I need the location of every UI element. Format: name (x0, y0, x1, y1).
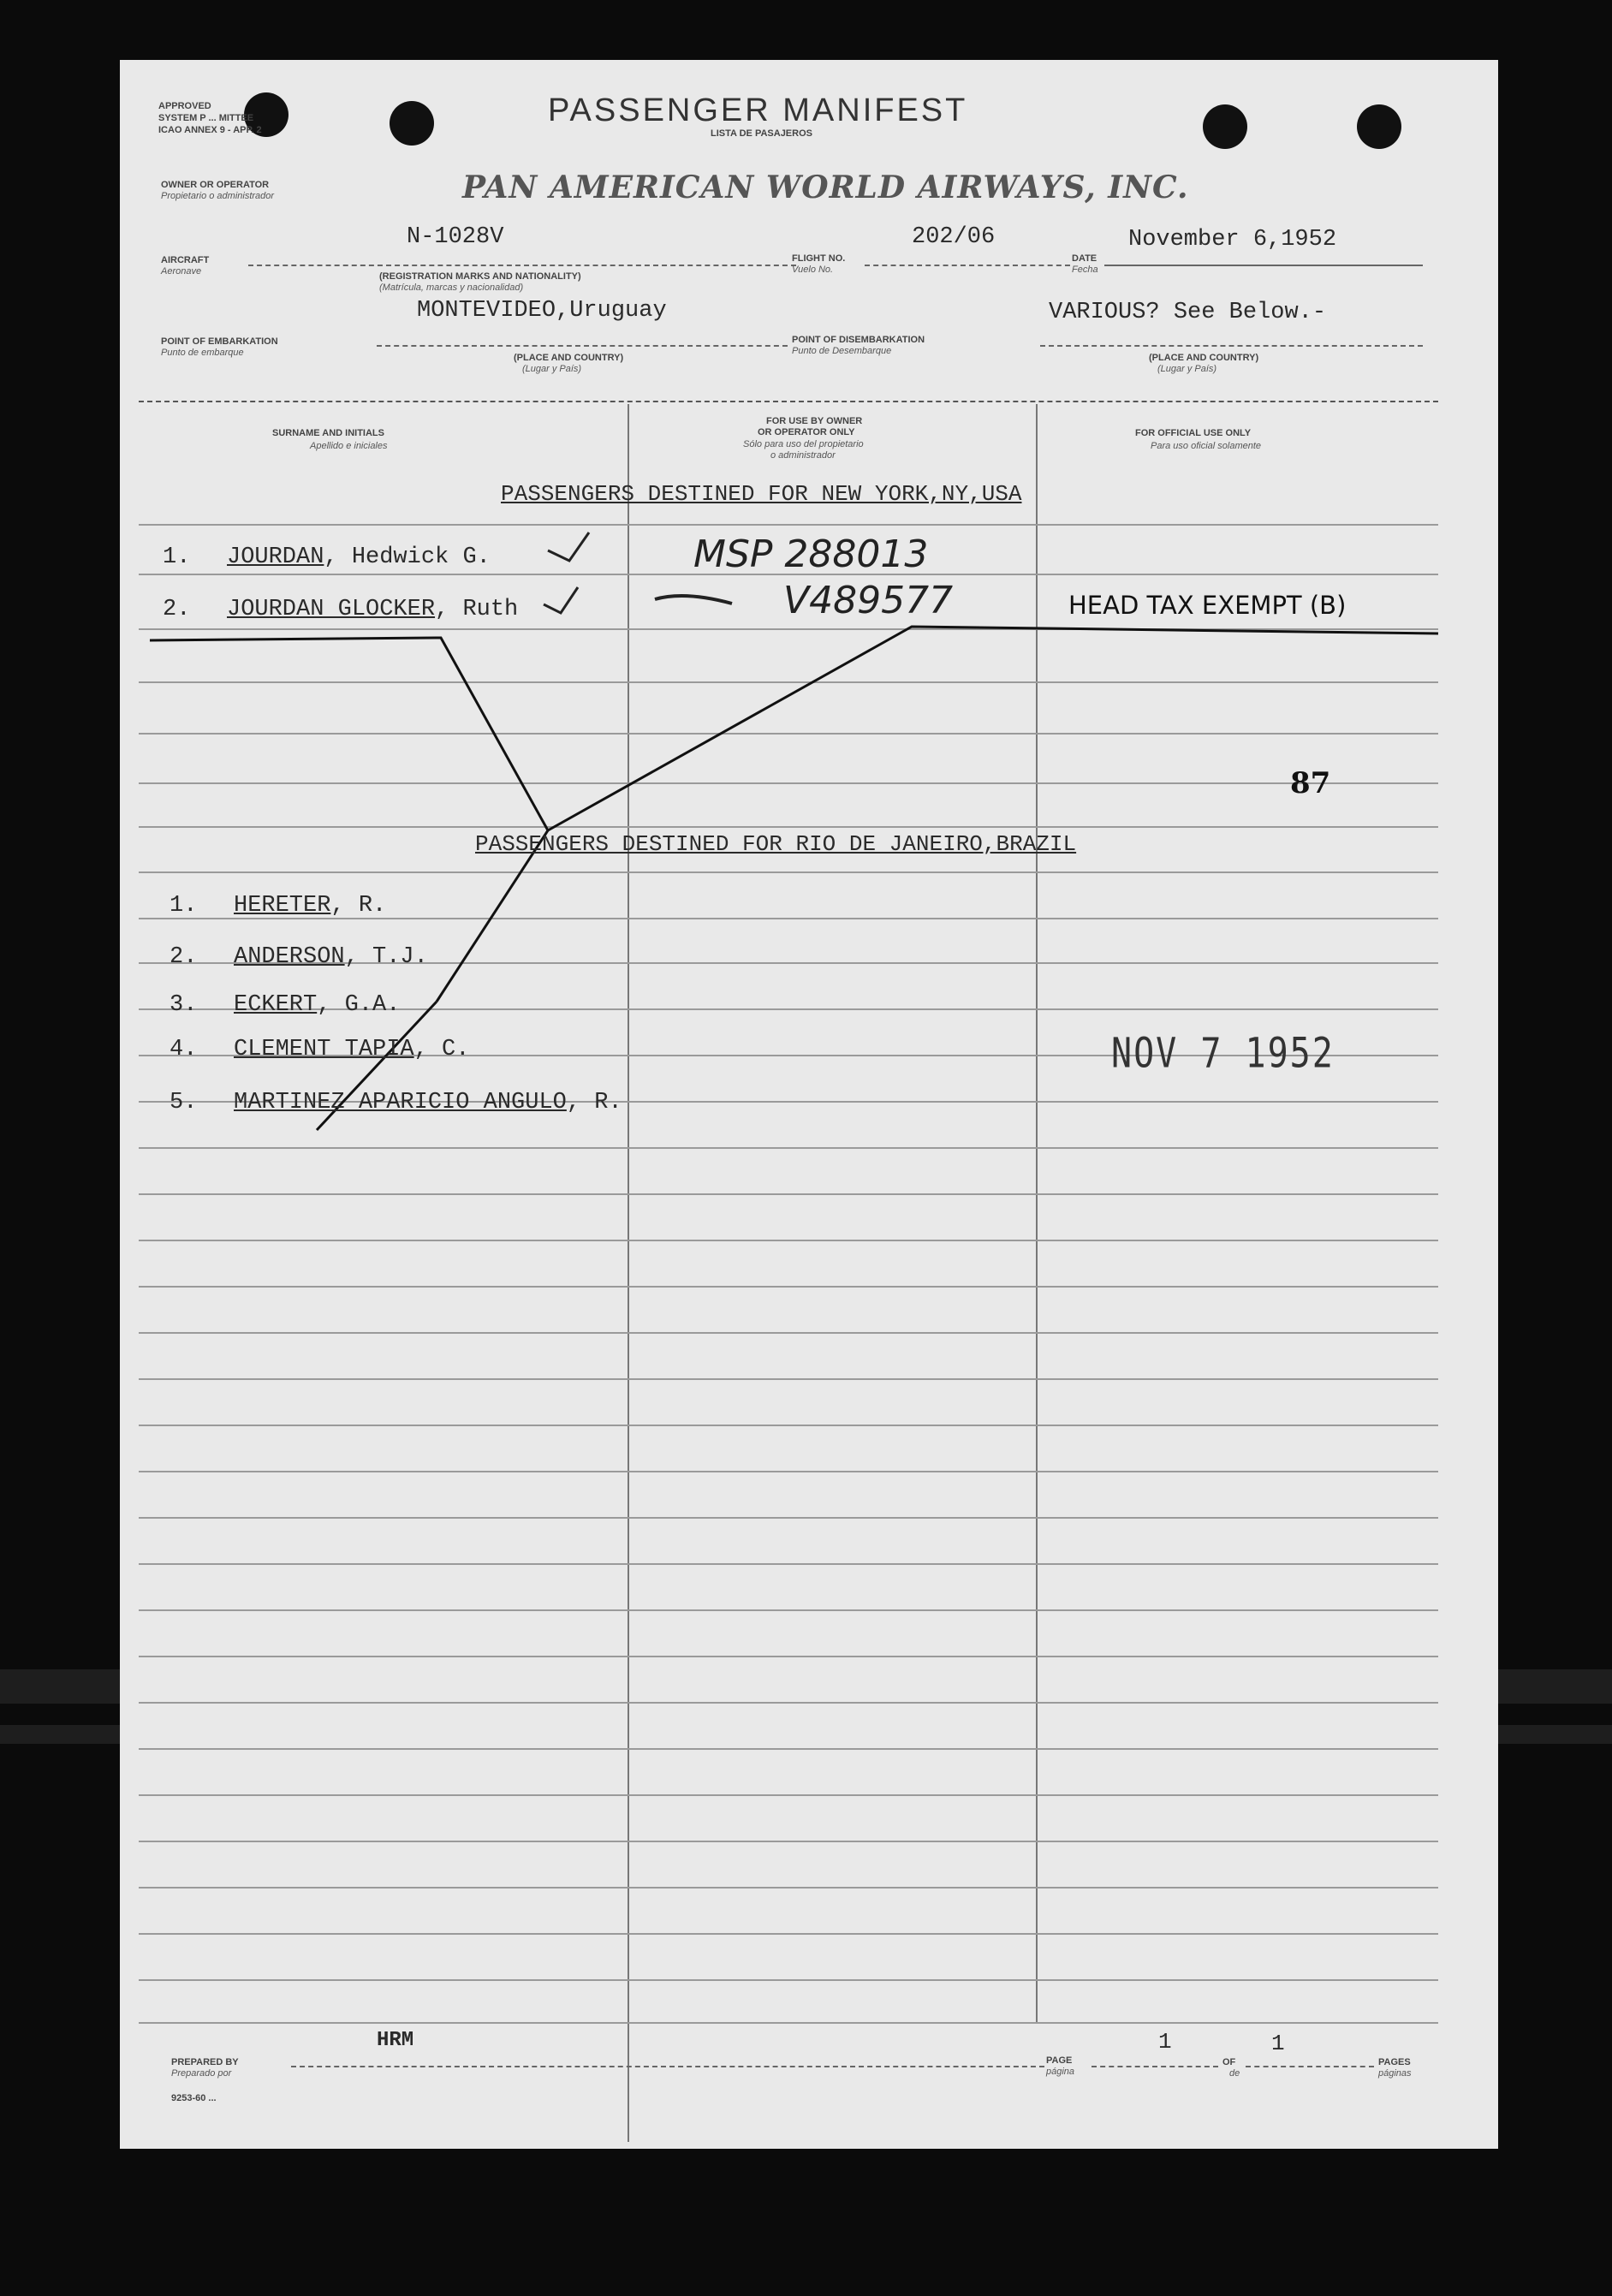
flight-value: 202/06 (912, 224, 996, 250)
embark-label: POINT OF EMBARKATION (161, 336, 278, 347)
registration-value: N-1028V (407, 224, 504, 250)
page-label-es: página (1046, 2067, 1075, 2077)
operator-note-handwritten: MSP 288013 (693, 532, 929, 576)
prepared-by-label-es: Preparado por (171, 2068, 232, 2079)
col-official-header: FOR OFFICIAL USE ONLY (1135, 428, 1252, 438)
owner-label: OWNER OR OPERATOR (161, 180, 270, 190)
passenger-name (234, 893, 386, 919)
col-operator-header-1: FOR USE BY OWNER (766, 416, 863, 426)
passenger-surname: JOURDAN GLOCKER (227, 597, 436, 622)
section-heading-new-york: PASSENGERS DESTINED FOR NEW YORK,NY,USA (501, 481, 1022, 507)
passenger-initials: , Ruth (435, 597, 519, 622)
operator-note-handwritten: V489577 (783, 579, 954, 622)
embark-label-es: Punto de embarque (161, 348, 244, 358)
disembark-label-es: Punto de Desembarque (792, 346, 892, 356)
of-line (1246, 2066, 1374, 2067)
aircraft-label-es: Aeronave (161, 266, 202, 277)
flight-label: FLIGHT NO. (792, 253, 846, 264)
date-label: DATE (1072, 253, 1097, 264)
embark-value: MONTEVIDEO,Uruguay (417, 298, 667, 324)
passenger-number: 1. (170, 893, 198, 919)
of-label: OF (1222, 2057, 1236, 2067)
passenger-initials: , Hedwick G. (324, 544, 491, 570)
passenger-number: 4. (170, 1037, 198, 1062)
passenger-surname: MARTINEZ APARICIO ANGULO (234, 1090, 567, 1115)
disembark-place-label-es: (Lugar y País) (1157, 364, 1217, 374)
handwritten-number: 87 (1290, 766, 1331, 800)
pages-label-es: páginas (1378, 2068, 1412, 2079)
embark-place-label: (PLACE AND COUNTRY) (514, 353, 624, 363)
passenger-initials: , T.J. (344, 944, 428, 970)
col-operator-header-es-1: Sólo para uso del propietario (743, 439, 864, 449)
registration-label: (REGISTRATION MARKS AND NATIONALITY) (379, 271, 581, 282)
passenger-name (234, 944, 428, 970)
passenger-name (234, 1037, 469, 1062)
disembark-label: POINT OF DISEMBARKATION (792, 335, 925, 345)
flight-label-es: Vuelo No. (792, 265, 834, 275)
prepared-by-label: PREPARED BY (171, 2057, 239, 2067)
passenger-name (234, 992, 400, 1018)
passenger-surname: ANDERSON (234, 944, 345, 970)
approval-line-3: ICAO ANNEX 9 - APP. 2 (158, 125, 262, 135)
page-label: PAGE (1046, 2055, 1073, 2066)
passenger-initials: , R. (330, 893, 387, 919)
col-surname-header: SURNAME AND INITIALS (272, 428, 384, 438)
passenger-name (234, 1090, 622, 1115)
date-value: November 6,1952 (1128, 227, 1337, 253)
disembark-value: VARIOUS? See Below.- (1049, 300, 1327, 325)
passenger-surname: JOURDAN (227, 544, 324, 570)
approval-line-1: APPROVED (158, 101, 211, 111)
approval-line-2: SYSTEM P ... MITTEE (158, 113, 254, 123)
date-stamp: NOV 7 1952 (1111, 1030, 1335, 1078)
page-line (1092, 2066, 1218, 2067)
passenger-number: 2. (170, 944, 198, 970)
passenger-surname: CLEMENT TAPIA (234, 1037, 414, 1062)
prepared-by-line (291, 2066, 1044, 2067)
passenger-number: 1. (163, 544, 191, 570)
col-official-header-es: Para uso oficial solamente (1151, 441, 1262, 451)
page-number-value: 1 (1158, 2029, 1172, 2055)
passenger-initials: , C. (413, 1037, 470, 1062)
passenger-surname: HERETER (234, 893, 331, 919)
col-surname-header-es: Apellido e iniciales (310, 441, 388, 451)
disembark-place-label: (PLACE AND COUNTRY) (1149, 353, 1259, 363)
owner-label-es: Propietario o administrador (161, 191, 275, 201)
owner-value: PAN AMERICAN WORLD AIRWAYS, INC. (462, 170, 1189, 205)
aircraft-label: AIRCRAFT (161, 255, 210, 265)
prepared-by-value: HRM (377, 2029, 414, 2052)
section-heading-rio: PASSENGERS DESTINED FOR RIO DE JANEIRO,BRAZIL (475, 831, 1077, 857)
embark-place-label-es: (Lugar y País) (522, 364, 582, 374)
form-number: 9253-60 ... (171, 2093, 217, 2103)
passenger-number: 3. (170, 992, 198, 1018)
passenger-surname: ECKERT (234, 992, 318, 1018)
registration-label-es: (Matrícula, marcas y nacionalidad) (379, 283, 524, 293)
total-pages-value: 1 (1271, 2031, 1285, 2056)
pages-label: PAGES (1378, 2057, 1411, 2067)
passenger-number: 2. (163, 597, 191, 622)
of-label-es: de (1229, 2068, 1240, 2079)
page-title: PASSENGER MANIFEST (548, 92, 968, 128)
col-operator-header-2: OR OPERATOR ONLY (758, 427, 855, 437)
passenger-number: 5. (170, 1090, 198, 1115)
date-label-es: Fecha (1072, 265, 1098, 275)
col-operator-header-es-2: o administrador (770, 450, 836, 461)
official-note-head-tax: HEAD TAX EXEMPT (B) (1068, 591, 1347, 620)
passenger-initials: , G.A. (317, 992, 401, 1018)
page-title-es: LISTA DE PASAJEROS (711, 128, 812, 139)
passenger-initials: , R. (566, 1090, 622, 1115)
